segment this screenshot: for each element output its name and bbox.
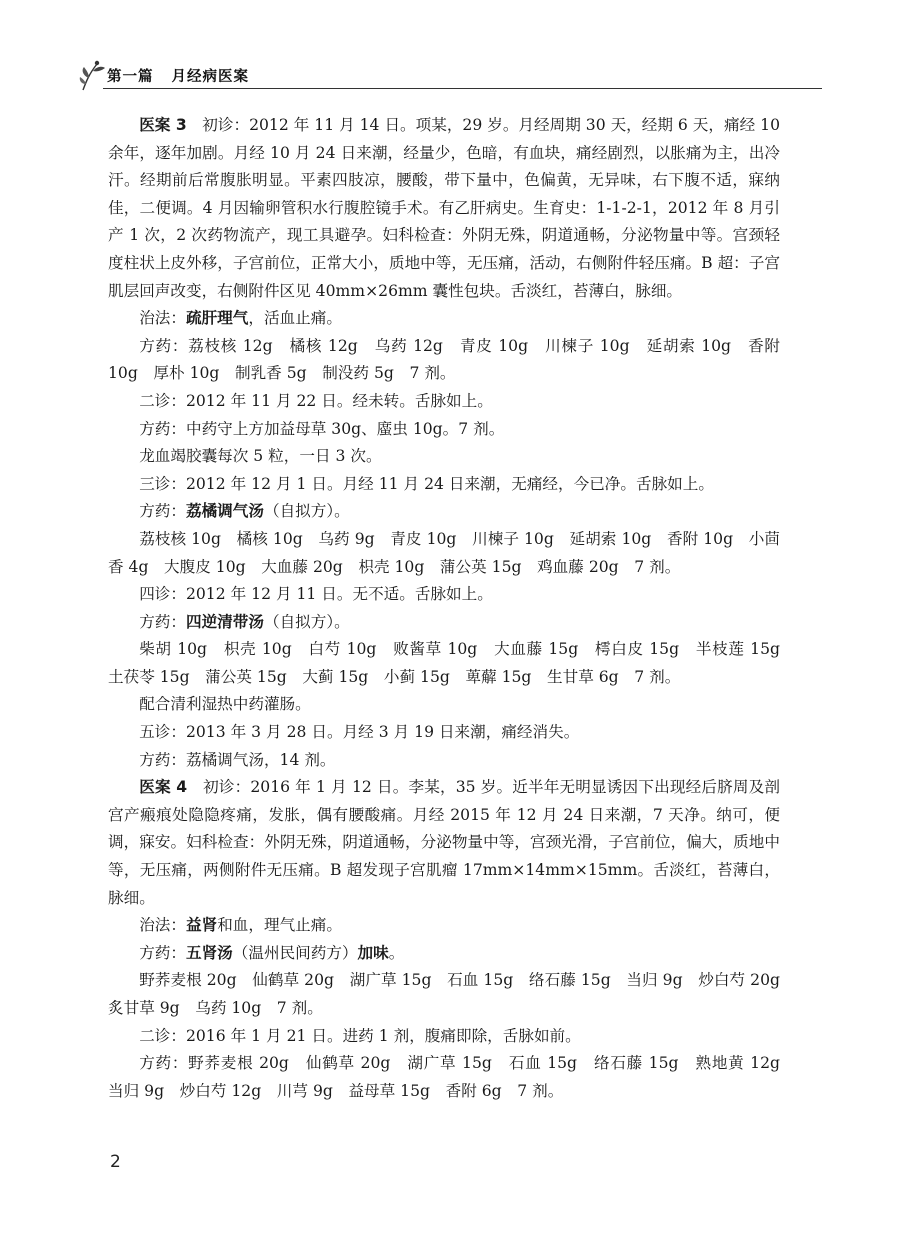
- case3-rx4-herbs: 柴胡 10g 枳壳 10g 白芍 10g 败酱草 10g 大血藤 15g 樗白皮 15g 半枝莲 15g 土茯苓 15g 蒲公英 15g 大蓟 15g 小蓟 15g 萆薢 15g 生甘草 6g 7 剂。: [108, 640, 796, 686]
- herbal-plant-icon: [77, 58, 107, 92]
- case3-rx2-extra: 龙血竭胶囊每次 5 粒，一日 3 次。: [139, 447, 382, 466]
- case3-visit2: 二诊：2012 年 11 月 22 日。经未转。舌脉如上。: [139, 391, 493, 410]
- case3-rx2: 方药：中药守上方加益母草 30g、䗪虫 10g。7 剂。: [139, 419, 505, 438]
- case3-method: 治法：疏肝理气，活血止痛。: [139, 309, 342, 328]
- case3-label: 医案 3: [139, 116, 187, 134]
- case3-rx5: 方药：荔橘调气汤，14 剂。: [139, 750, 336, 769]
- case3-rx3: 方药：荔橘调气汤（自拟方）。: [139, 502, 350, 521]
- case3-rx3-herbs: 荔枝核 10g 橘核 10g 乌药 9g 青皮 10g 川楝子 10g 延胡索 10g 香附 10g 小茴香 4g 大腹皮 10g 大血藤 20g 枳壳 10g 蒲公英 15g 鸡血藤 20g 7 剂。: [108, 529, 780, 576]
- case4-rx1-herbs: 野荞麦根 20g 仙鹤草 20g 湖广草 15g 石血 15g 络石藤 15g 当归 9g 炒白芍 20g 炙甘草 9g 乌药 10g 7 剂。: [108, 971, 796, 1017]
- case3-rx4: 方药：四逆清带汤（自拟方）。: [139, 612, 350, 631]
- case4-label: 医案 4: [139, 778, 188, 797]
- case4-intro: 医案 4 初诊：2016 年 1 月 12 日。李某，35 岁。近半年无明显诱因下出现经后脐周及剖宫产瘢痕处隐隐疼痛，发胀，偶有腰酸痛。月经 2015 年 12 月 24 日来潮，7 天净。纳可，便调，寐安。妇科检查：外阴无殊，阴道通畅，分泌物量中等，宫颈光滑，子宫前位，偏大，质地中等，无压痛，两侧附件无压痛。B 超发现子宫肌瘤 17mm×14mm×15mm。舌淡红，苔薄白，脉细。: [108, 778, 780, 907]
- case3-rx1: 方药：荔枝核 12g 橘核 12g 乌药 12g 青皮 10g 川楝子 10g 延胡索 10g 香附 10g 厚朴 10g 制乳香 5g 制没药 5g 7 剂。: [108, 336, 780, 383]
- case4-visit2: 二诊：2016 年 1 月 21 日。进药 1 剂，腹痛即除，舌脉如前。: [139, 1026, 581, 1045]
- chapter-part: 第一篇: [107, 69, 154, 85]
- main-text: [108, 112, 796, 1105]
- case3-visit5: 五诊：2013 年 3 月 28 日。月经 3 月 19 日来潮，痛经消失。: [139, 723, 580, 742]
- case3-visit4: 四诊：2012 年 12 月 11 日。无不适。舌脉如上。: [139, 585, 493, 604]
- page-header: [77, 52, 822, 94]
- page-number: 2: [110, 1152, 121, 1172]
- chapter-name: 月经病医案: [171, 69, 249, 85]
- chapter-title: [107, 65, 249, 86]
- case3-intro: 医案 3 初诊：2012 年 11 月 14 日。项某，29 岁。月经周期 30 天，经期 6 天，痛经 10 余年，逐年加剧。月经 10 月 24 日来潮，经量少，色暗，有血块，痛经剧烈，以胀痛为主，出冷汗。经期前后常腹胀明显。平素四肢凉，腰酸，带下量中，色偏黄，无异味，右下腹不适，寐纳佳，二便调。4 月因输卵管积水行腹腔镜手术。有乙肝病史。生育史：1-1-2-1，2012 年 8 月引产 1 次，2 次药物流产，现工具避孕。妇科检查：外阴无殊，阴道通畅，分泌物量中等。宫颈轻度柱状上皮外移，子宫前位，正常大小，质地中等，无压痛，活动，右侧附件轻压痛。B 超：子宫肌层回声改变，右侧附件区见 40mm×26mm 囊性包块。舌淡红，苔薄白，脉细。: [108, 116, 780, 300]
- case3-rx4-extra: 配合清利湿热中药灌肠。: [139, 695, 311, 714]
- case4-rx2: 方药：野荞麦根 20g 仙鹤草 20g 湖广草 15g 石血 15g 络石藤 15g 熟地黄 12g 当归 9g 炒白芍 12g 川芎 9g 益母草 15g 香附 6g 7 剂。: [108, 1054, 796, 1100]
- case4-rx1: 方药：五肾汤（温州民间药方）加味。: [139, 943, 405, 962]
- case4-method: 治法：益肾和血，理气止痛。: [139, 916, 342, 935]
- case3-visit3: 三诊：2012 年 12 月 1 日。月经 11 月 24 日来潮，无痛经，今已净。舌脉如上。: [139, 474, 714, 493]
- header-rule: [103, 88, 822, 89]
